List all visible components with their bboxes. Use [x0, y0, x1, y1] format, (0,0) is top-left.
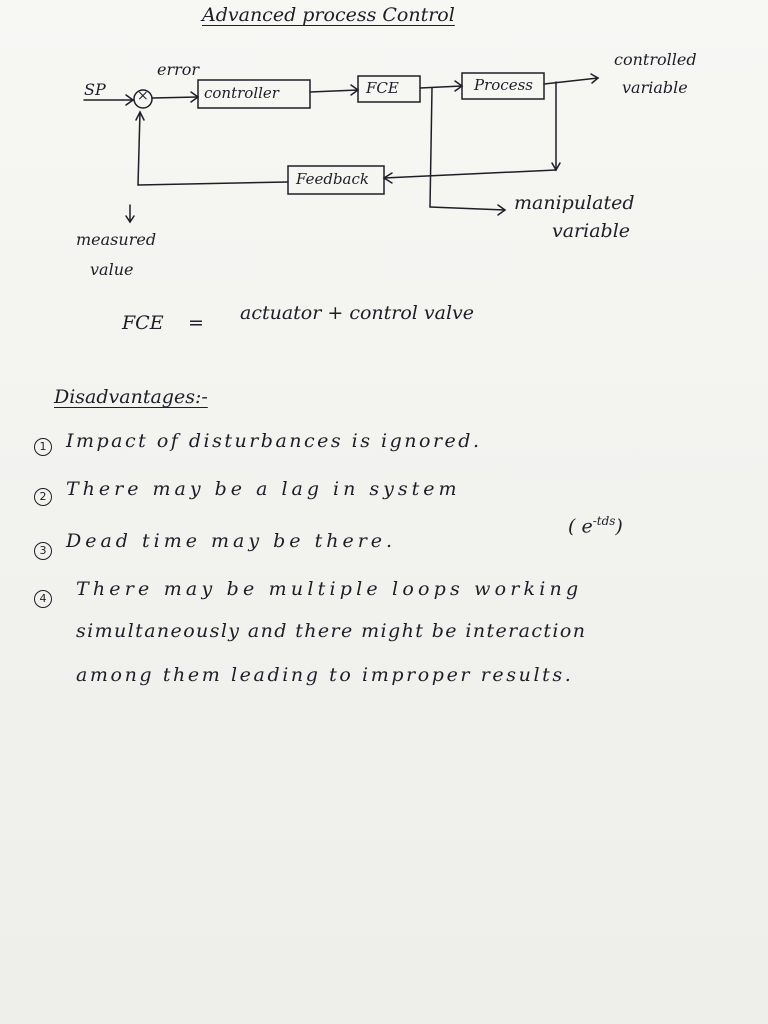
sp-label: SP	[84, 80, 106, 99]
process-label: Process	[474, 76, 533, 94]
formula-close: )	[615, 515, 623, 538]
disadvantage-item-2: There may be a lag in system	[66, 478, 461, 500]
output-arrow	[544, 78, 598, 84]
feedback-up-line	[138, 112, 140, 185]
disadvantage-item-4-line-2: simultaneously and there might be interaction	[76, 620, 587, 642]
dead-time-formula	[568, 514, 623, 537]
formula-base: ( e	[568, 515, 593, 538]
fce-to-process-arrow	[420, 86, 462, 88]
definition-equals: =	[188, 312, 204, 334]
disadvantage-item-4-line-1: There may be multiple loops working	[76, 578, 583, 600]
summing-symbol: ×	[137, 88, 149, 104]
item-number-2: 2	[34, 488, 52, 506]
controller-label: controller	[204, 84, 279, 102]
manipulated-arrow	[430, 207, 505, 210]
manipulated-variable-label-2: variable	[552, 220, 631, 242]
page-title: Advanced process Control	[202, 4, 455, 26]
definition-meaning: actuator + control valve	[240, 302, 475, 324]
manipulated-variable-label-1: manipulated	[514, 192, 635, 214]
disadvantage-item-4-line-3: among them leading to improper results.	[76, 664, 574, 686]
controller-to-fce-arrow	[310, 90, 358, 92]
definition-term: FCE	[122, 312, 164, 334]
item-number-3: 3	[34, 542, 52, 560]
measured-value-label-2: value	[90, 260, 134, 279]
item-number-4: 4	[34, 590, 52, 608]
disadvantages-heading: Disadvantages:-	[54, 386, 208, 408]
formula-exponent: -tds	[592, 514, 616, 528]
block-diagram	[0, 0, 768, 300]
error-label: error	[157, 60, 200, 79]
manipulated-tap-line	[430, 88, 432, 207]
controlled-variable-label-2: variable	[622, 78, 688, 97]
disadvantage-item-1: Impact of disturbances is ignored.	[66, 430, 482, 452]
feedback-input-line	[384, 170, 556, 178]
measured-value-label-1: measured	[76, 230, 157, 249]
disadvantage-item-3: Dead time may be there.	[66, 530, 397, 552]
fce-label: FCE	[366, 79, 399, 97]
controlled-variable-label-1: controlled	[614, 50, 697, 69]
feedback-label: Feedback	[296, 170, 369, 188]
item-number-1: 1	[34, 438, 52, 456]
error-arrow	[152, 97, 198, 98]
feedback-return-line	[138, 182, 288, 185]
